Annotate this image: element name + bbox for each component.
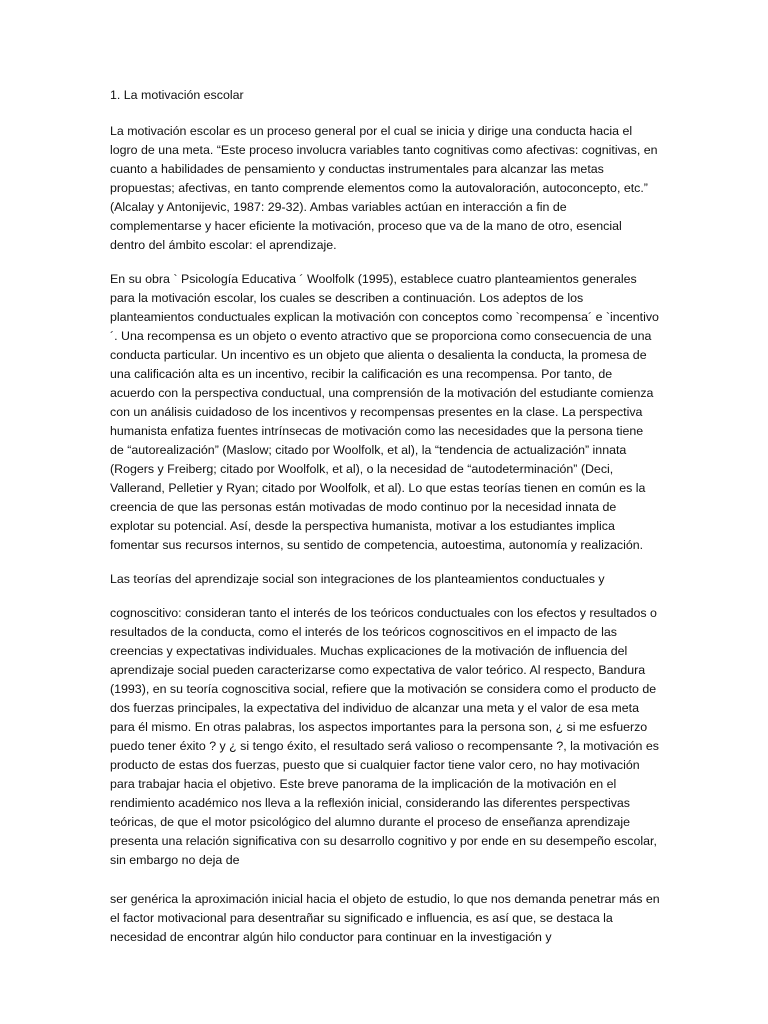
paragraph-2: En su obra ` Psicología Educativa ´ Woolfolk (1995), establece cuatro planteamientos generales para la motivación escolar, los cuales se describen a continuación. Los adeptos de los planteamientos conductuales explican la motivación con conceptos como `recompensa´ e `incentivo´. Una recompensa es un objeto o evento atractivo que se proporciona como consecuencia de una conducta particular. Un incentivo es un objeto que alienta o desalienta la conducta, la promesa de una calificación alta es un incentivo, recibir la calificación es una recompensa. Por tanto, de acuerdo con la perspectiva conductual, una comprensión de la motivación del estudiante comienza con un análisis cuidadoso de los incentivos y recompensas presentes en la clase. La perspectiva humanista enfatiza fuentes intrínsecas de motivación como las necesidades que la persona tiene de “autorealización” (Maslow; citado por Woolfolk, et al), la “tendencia de actualización” innata (Rogers y Freiberg; citado por Woolfolk, et al), o la necesidad de “autodeterminación” (Deci, Vallerand, Pelletier y Ryan; citado por Woolfolk, et al). Lo que estas teorías tienen en común es la creencia de que las personas están motivadas de modo continuo por la necesidad innata de explotar su potencial. Así, desde la perspectiva humanista, motivar a los estudiantes implica fomentar sus recursos internos, su sentido de competencia, autoestima, autonomía y realización.	[110, 272, 659, 552]
paragraph-3: Las teorías del aprendizaje social son integraciones de los planteamientos conductuales y	[110, 572, 605, 586]
paragraph-5: ser genérica la aproximación inicial hacia el objeto de estudio, lo que nos demanda penetrar más en el factor motivacional para desentrañar su significado e influencia, es así que, se destaca la necesidad de encontrar algún hilo conductor para continuar en la investigación y	[110, 892, 660, 944]
section-heading: 1. La motivación escolar	[110, 88, 244, 102]
paragraph-1: La motivación escolar es un proceso general por el cual se inicia y dirige una conducta hacia el logro de una meta. “Este proceso involucra variables tanto cognitivas como afectivas: cognitivas, en cuanto a habilidades de pensamiento y conductas instrumentales para alcanzar las metas propuestas; afectivas, en tanto comprende elementos como la autovaloración, autoconcepto, etc.” (Alcalay y Antonijevic, 1987: 29-32). Ambas variables actúan en interacción a fin de complementarse y hacer eficiente la motivación, proceso que va de la mano de otro, esencial dentro del ámbito escolar: el aprendizaje.	[110, 124, 658, 252]
document-body	[110, 86, 660, 962]
paragraph-4: cognoscitivo: consideran tanto el interés de los teóricos conductuales con los efectos y resultados o resultados de la conducta, como el interés de los teóricos cognoscitivos en el impacto de las creencias y expectativas individuales. Muchas explicaciones de la motivación de influencia del aprendizaje social pueden caracterizarse como expectativa de valor teórico. Al respecto, Bandura (1993), en su teoría cognoscitiva social, refiere que la motivación se considera como el producto de dos fuerzas principales, la expectativa del individuo de alcanzar una meta y el valor de esa meta para él mismo. En otras palabras, los aspectos importantes para la persona son, ¿ si me esfuerzo puedo tener éxito ? y ¿ si tengo éxito, el resultado será valioso o recompensante ?, la motivación es producto de estas dos fuerzas, puesto que si cualquier factor tiene valor cero, no hay motivación para trabajar hacia el objetivo. Este breve panorama de la implicación de la motivación en el rendimiento académico nos lleva a la reflexión inicial, considerando las diferentes perspectivas teóricas, de que el motor psicológico del alumno durante el proceso de enseñanza aprendizaje presenta una relación significativa con su desarrollo cognitivo y por ende en su desempeño escolar, sin embargo no deja de	[110, 606, 659, 867]
